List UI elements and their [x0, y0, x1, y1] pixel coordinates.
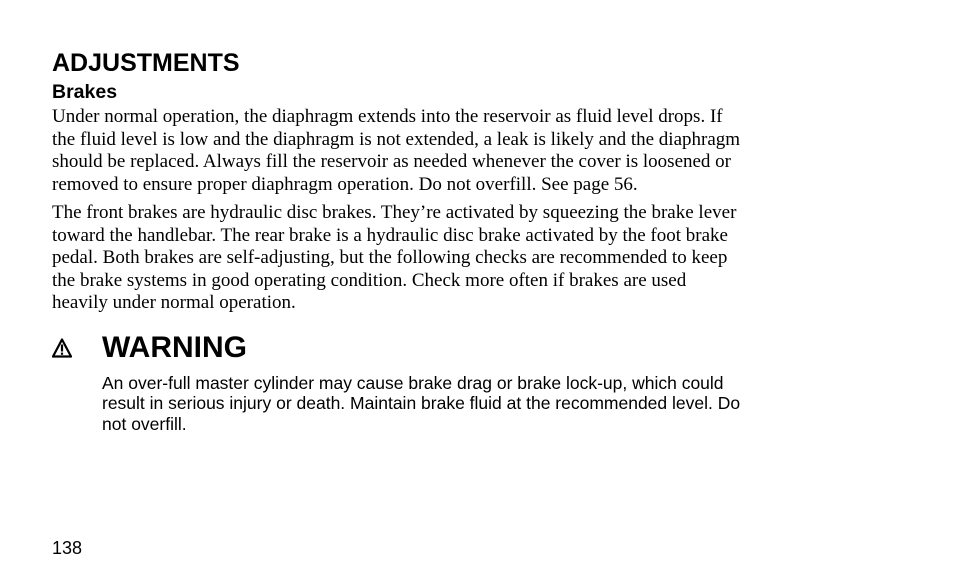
page-number: 138 — [52, 538, 83, 558]
warning-header — [52, 329, 882, 367]
warning-text: An over-full master cylinder may cause brake drag or brake lock-up, which could result in serious injury or death. Maintain brake fluid at the recommended level. Do not overfill. — [102, 372, 741, 434]
paragraph-diaphragm: Under normal operation, the diaphragm extends into the reservoir as fluid level drops. If the fluid level is low and the diaphragm is not extended, a leak is likely and the diaphragm should be replaced. Always fill the reservoir as needed whenever the cover is loosened or removed to ensure proper diaphragm operation. Do not overfill. See page 56. — [52, 106, 741, 195]
warning-triangle-icon — [52, 338, 72, 358]
manual-page — [52, 48, 882, 434]
warning-title: WARNING — [102, 330, 247, 364]
subsection-title: Brakes — [52, 81, 118, 103]
paragraph-brake-systems: The front brakes are hydraulic disc brakes. They’re activated by squeezing the brake lever toward the handlebar. The rear brake is a hydraulic disc brake activated by the foot brake pedal. Both brakes are self-adjusting, but the following checks are recommended to keep the brake systems in good operating condition. Check more often if brakes are used heavily under normal operation. — [52, 202, 737, 313]
section-title: ADJUSTMENTS — [52, 49, 240, 77]
